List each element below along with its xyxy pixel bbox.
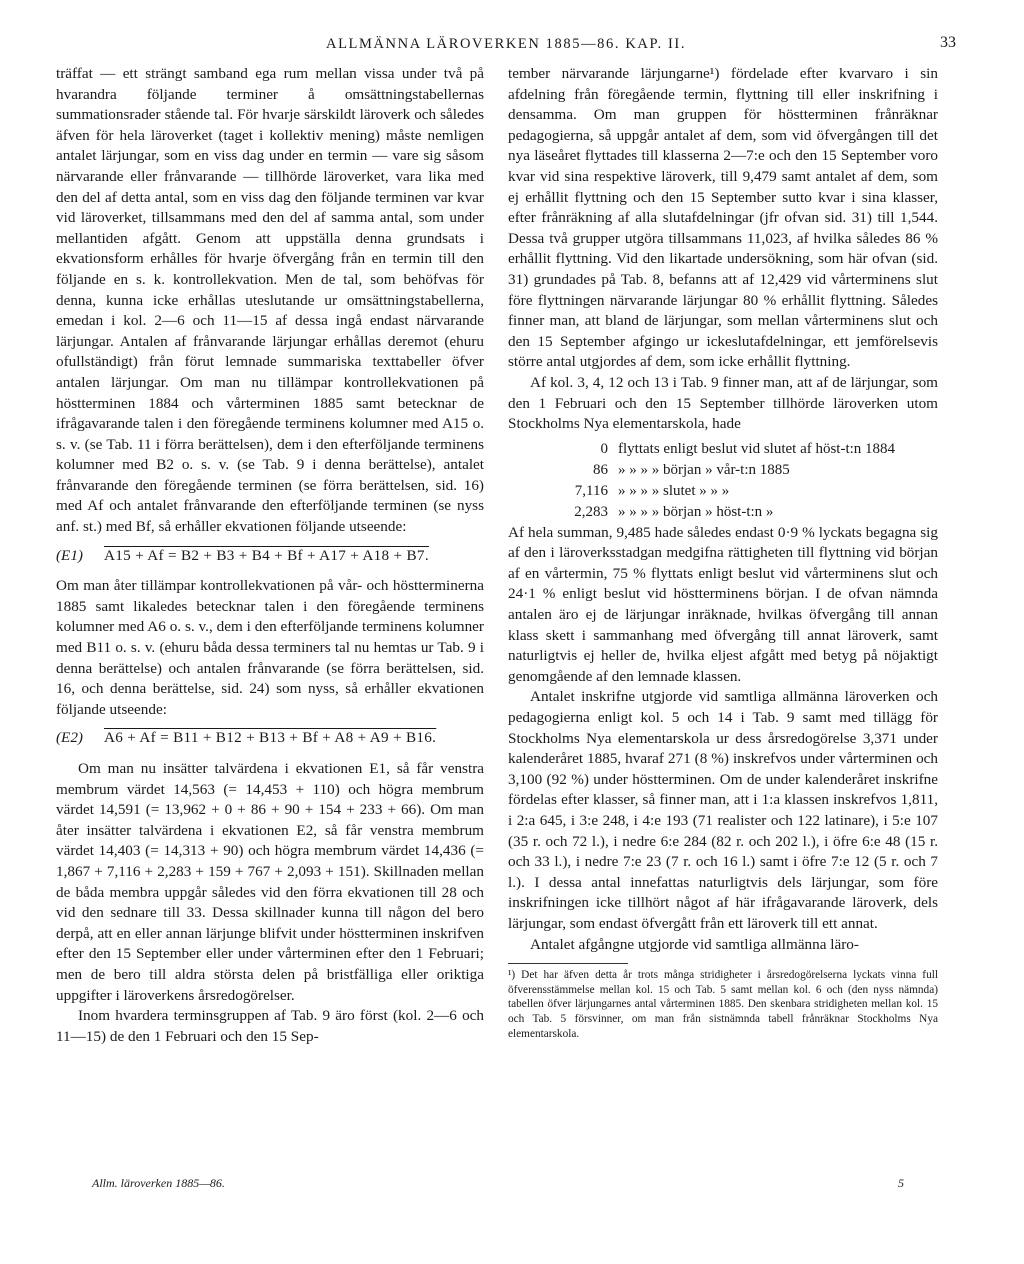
table-cell-text: » » » » slutet » » »: [618, 482, 730, 499]
equation-e1-body: A15 + Af = B2 + B3 + B4 + Bf + A17 + A18 + B7.: [104, 546, 429, 564]
table-cell-count: 86: [593, 461, 608, 478]
left-paragraph-3: Om man nu insätter talvärdena i ekvationen E1, så får venstra membrum värdet 14,563 (= 14,453 + 110) och högra membrum värdet 14,591 (= 13,962 + 0 + 86 + 90 + 154 + 233 + 66). Om man åter insätter talvärdena i ekvationen E2, så får venstra membrum värdet 14,403 (= 14,313 + 90) och högra membrum värdet 14,436 (= 1,867 + 7,116 + 2,283 + 159 + 767 + 2,093 + 151). Skillnaden mellan de båda membra uppgår således vid den förra ekvationen till 28 och vid den sednare till 33. Dessa skillnader kunna till någon del bero derpå, att en eller annan lärjunge blifvit under höstterminen inskrifven efter den 15 September eller under vårterminen efter den 1 Februari; men de bero till aldra största delen på bristfälliga eller oriktiga uppgifter i läroverkens årsredogörelser.: [56, 760, 484, 1004]
right-paragraph-2: Af kol. 3, 4, 12 och 13 i Tab. 9 finner man, att af de lärjungar, som den 1 Februari och den 15 September tillhörde läroverken utom Stockholms Nya elementarskola, hade: [508, 373, 938, 433]
footer-sheet-mark: 5: [898, 1176, 904, 1190]
page-number: 33: [940, 34, 956, 51]
left-paragraph-1: träffat — ett strängt samband ega rum mellan vissa under två på hvarandra följande terminer å omsättningstabellernas summationsrader stående tal. För hvarje särskildt läroverk och således äfven för hela läroverket (taget i kollektiv mening) måste nemligen antalet lärjungar, som en viss dag under en termin — vare sig såsom närvarande eller frånvarande — tillhörde läroverket, vara lika med den del af detta antal, som en viss dag den följande terminen var kvar vid läroverket, tillsammans med den del af samma antal, som under mellantiden afgått. Genom att uppställa denna grundsats i ekvationsform erhålles för hvarje öfvergång från en termin till den följande en s. k. kontrollekvation. Men de tal, som behöfvas för denna, kunna icke erhållas uteslutande ur omsättningstabellerna, emedan i kol. 2—6 och 11—15 af dessa ingå endast närvarande lärjungar. Antalen af frånvarande lärjungar erhållas deremot (ehuru ofullständigt) från förut lemnade summariska texttabeller öfver antalen lärjungar. Om man nu tillämpar kontrollekvationen på höstterminen 1884 och vårterminen 1885 samt betecknar de ifrågavarande talen i den föregående terminens kolumner med A15 o. s. v. (se Tab. 11 i förra berättelsen), dem i den efterföljande terminens kolumner med B2 o. s. v. (se Tab. 9 i denna berättelse), antalet frånvarande den föregående terminen (se förra berättelsen, sid. 16) med Af och antalet frånvarande den efterföljande terminen (se nyss anf. st.) med Bf, så erhåller ekvationen följande utseende:: [56, 65, 484, 536]
equation-e2-label: (E2): [56, 729, 83, 747]
left-column: [56, 64, 484, 1047]
table-cell-text: » » » » början » höst-t:n »: [618, 503, 774, 520]
table-row: [548, 502, 938, 523]
footer-signature: Allm. läroverken 1885—86.: [92, 1176, 225, 1190]
left-paragraph-4: Inom hvardera terminsgruppen af Tab. 9 äro först (kol. 2—6 och 11—15) de den 1 Februari och den 15 Sep-: [56, 1007, 484, 1045]
table-cell-count: 2,283: [574, 503, 608, 520]
footnote-divider: [508, 963, 628, 964]
table-row: [548, 460, 938, 481]
footnote: ¹) Det har äfven detta år trots många stridigheter i årsredogörelserna lyckats vinna full öfverensstämmelse mellan kol. 15 och Tab. 5 samt mellan kol. 6 och (den nyss nämnda) tabellen öfver lärjungarnes antal vårterminen 1885. Den skenbara stridigheten mellan kol. 15 och Tab. 5 försvinner, om man från sistnämnda tabell frånräknar Stockholms Nya elementarskola.: [508, 969, 938, 1040]
equation-e2-body: A6 + Af = B11 + B12 + B13 + Bf + A8 + A9 + B16.: [104, 729, 437, 747]
equation-e1-label: (E1): [56, 546, 83, 564]
right-paragraph-1: tember närvarande lärjungarne¹) fördelade efter kvarvaro i sin afdelning från föregående termin, flyttning till eller inskrifning i densamma. Om man gruppen för höstterminen frånräknar pedagogierna, så uppgår antalet af dem, som vid öfvergången till det nya läseåret flyttades till klasserna 2—7:e och den 15 September voro kvar vid sina respektive läroverk, till 9,479 samt antalet af dem, som ej erhållit flyttning och den 15 September sutto kvar i sina klasser, efter frånräkning af alla slutafdelningar (jfr ofvan sid. 31) till 1,544. Dessa två grupper utgöra tillsammans 11,023, af hvilka således 86 % erhållit flyttning. Vid den likartade undersökning, som här ofvan (sid. 31) grundades på Tab. 8, befanns att af 12,429 vid vårterminens slut före flyttningen närvarande lärjungar 80 % erhållit flyttning. Således finner man, att bland de lärjungar, som mellan vårterminens slut och den 15 September afgingo ur ickeslutafdelningar, ett jemförelsevis större antal utgjordes af dem, som icke erhållit flyttning.: [508, 65, 938, 371]
table-cell-count: 7,116: [574, 482, 608, 499]
equation-e1: [56, 546, 484, 567]
table-cell-text: flyttats enligt beslut vid slutet af höst-t:n 1884: [618, 440, 896, 457]
table-row: [548, 439, 938, 460]
table-cell-text: » » » » början » vår-t:n 1885: [618, 461, 790, 478]
promotion-table: [548, 439, 938, 523]
right-paragraph-3: Af hela summan, 9,485 hade således endast 0·9 % lyckats begagna sig af den i läroverksstadgan medgifna rättigheten till flyttning vid början af en vårtermin, 75 % flyttats enligt beslut vid vårterminens slut och 24·1 % enligt beslut vid höstterminens början. I de ofvan nämnda antalen äro ej de lärjungar inräknade, hvilkas öfvergång till annan klass skett i sammanhang med öfvergång till annat läroverk, samt naturligtvis ej heller de, hvilka eljest afgått med betyg på nöjaktigt genomgående af den lemnade klassen.: [508, 523, 938, 685]
running-head: ALLMÄNNA LÄROVERKEN 1885—86. KAP. II.: [326, 36, 687, 52]
page-header: [56, 34, 956, 58]
equation-e2: [56, 728, 484, 749]
right-paragraph-5: Antalet afgångne utgjorde vid samtliga allmänna läro-: [530, 935, 859, 953]
table-row: [548, 481, 938, 502]
right-paragraph-4: Antalet inskrifne utgjorde vid samtliga allmänna läroverken och pedagogierna enligt kol. 5 och 14 i Tab. 9 samt med tillägg för Stockholms Nya elementarskola ur dess årsredogörelse 3,371 under kalenderåret 1885, hvaraf 271 (8 %) inskrefvos under vårterminen och 3,100 (92 %) under höstterminen. Om de under kalenderåret inskrifne fördelas efter klasser, så finner man, att i 1:a klassen inskrefvos 1,811, i 2:a 645, i 3:e 248, i 4:e 193 (71 realister och 122 latinare), i 5:e 107 (35 r. och 72 l.), i nedre 6:e 284 (82 r. och 202 l.), i öfre 6:e 48 (15 r. och 33 l.), i nedre 7:e 23 (7 r. och 16 l.) samt i öfre 7:e 12 (5 r. och 7 l.). I dessa antal innefattas naturligtvis dels lärjungar, som före inskrifningen icke tillhört något af här ifrågavarande läroverk, dels lärjungar, som endast öfvergått från ett läroverk till ett annat.: [508, 688, 938, 932]
table-cell-count: 0: [600, 440, 608, 457]
left-paragraph-2: Om man åter tillämpar kontrollekvationen på vår- och höstterminerna 1885 samt likaledes betecknar talen i den föregående terminens kolumner med A6 o. s. v., dem i den efterföljande terminens kolumner med B11 o. s. v. (ehuru båda dessa terminers tal nu hemtas ur Tab. 9 i denna berättelse) och antalen frånvarande (se förra berättelsen, sid. 16, och denna berättelse, sid. 24) som nyss, så erhåller ekvationen följande utseende:: [56, 577, 484, 718]
right-column: [508, 64, 938, 1041]
